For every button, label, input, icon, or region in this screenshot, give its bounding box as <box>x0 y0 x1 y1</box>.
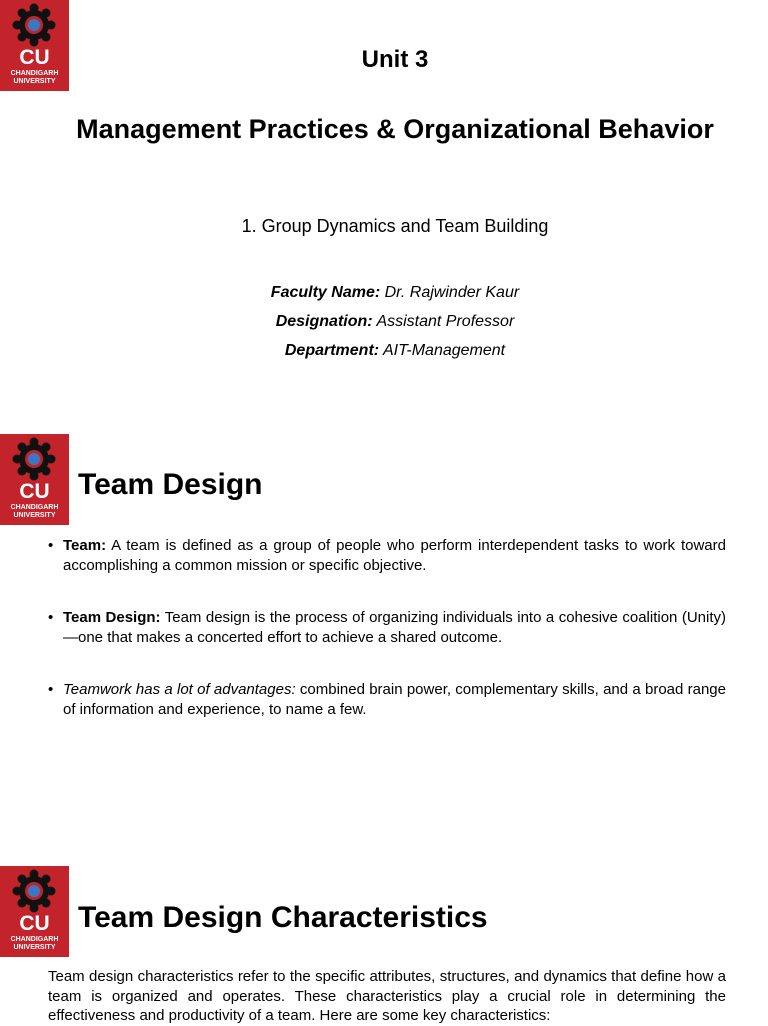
bullet-lead: Teamwork has a lot of advantages: <box>63 681 296 698</box>
intro-paragraph: Team design characteristics refer to the specific attributes, structures, and dynamics that define how a team is organized and operates. These characteristics play a crucial role in determining the effectiveness and productivity of a team. Here are some key characteristics: <box>48 968 726 1024</box>
team-design-slide <box>0 432 768 864</box>
logo-brand: CU <box>19 46 50 69</box>
logo-university: CHANDIGARH UNIVERSITY <box>10 70 59 85</box>
designation <box>0 307 768 336</box>
faculty-name <box>0 278 768 307</box>
designation-value: Assistant Professor <box>372 313 515 330</box>
department <box>0 336 768 365</box>
faculty-label: Faculty Name: <box>270 284 381 301</box>
department-label: Department: <box>284 342 380 359</box>
bullet-text: A team is defined as a group of people who perform interdependent tasks to work toward accomplishing a common mission or specific objective. <box>63 537 726 574</box>
slide-subtitle: 1. Group Dynamics and Team Building <box>241 216 549 236</box>
department-value: AIT-Management <box>379 342 506 359</box>
university-logo <box>0 434 69 525</box>
faculty-value: Dr. Rajwinder Kaur <box>380 284 520 301</box>
gear-emblem-icon <box>8 437 60 483</box>
bullet-lead: Team: <box>63 537 107 554</box>
bullet-text: combined brain power, complementary skills, and a broad range of information and experience, to name a few. <box>63 681 726 718</box>
bullet-item <box>48 536 726 575</box>
team-design-characteristics-slide <box>0 864 768 1024</box>
logo-brand: CU <box>19 480 50 503</box>
unit-label: Unit 3 <box>361 46 429 73</box>
bullet-item <box>48 680 726 719</box>
gear-emblem-icon <box>8 3 60 49</box>
bullet-item <box>48 608 726 647</box>
title-slide <box>0 0 768 432</box>
slide-heading: Team Design Characteristics <box>78 901 488 934</box>
bullet-text: Team design is the process of organizing individuals into a cohesive coalition (Unity)—one that makes a concerted effort to achieve a shared outcome. <box>63 609 727 646</box>
gear-emblem-icon <box>8 869 60 915</box>
bullet-lead: Team Design: <box>63 609 161 626</box>
bullet-list <box>48 536 726 752</box>
logo-university: CHANDIGARH UNIVERSITY <box>10 936 59 951</box>
logo-university: CHANDIGARH UNIVERSITY <box>10 504 59 519</box>
university-logo <box>0 866 69 957</box>
slide-title: Management Practices & Organizational Behavior <box>76 114 714 144</box>
logo-brand: CU <box>19 912 50 935</box>
designation-label: Designation: <box>275 313 373 330</box>
slide-heading: Team Design <box>78 468 263 501</box>
